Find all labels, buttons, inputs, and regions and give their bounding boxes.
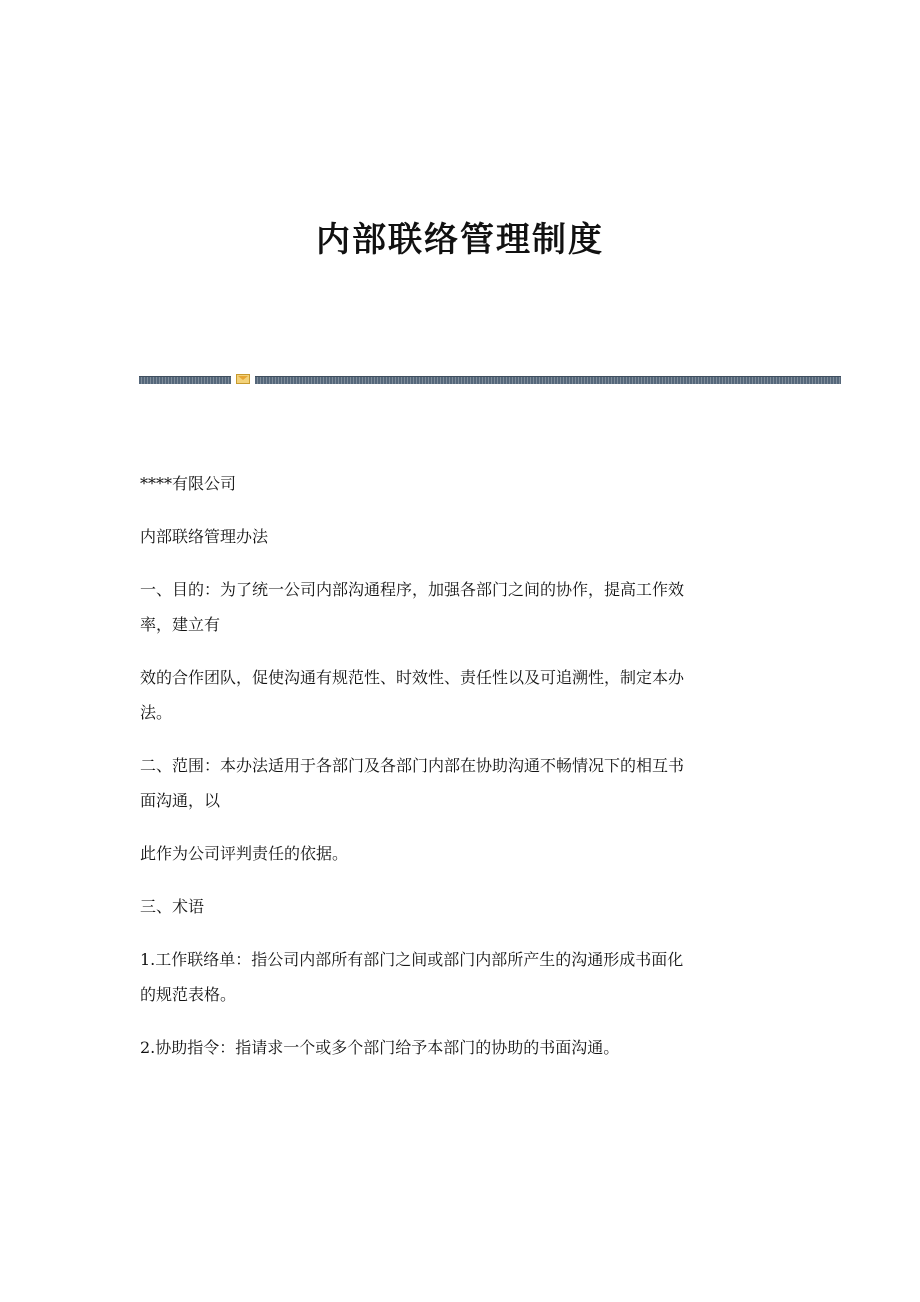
paragraph-purpose-cont (140, 660, 780, 730)
text-line: 此作为公司评判责任的依据。 (140, 844, 349, 863)
text-line: 面沟通，以 (140, 791, 221, 810)
envelope-icon (236, 374, 250, 384)
paragraph-scope (140, 748, 780, 818)
text-line: 三、术语 (140, 897, 205, 916)
paragraph-term-1 (140, 942, 780, 1012)
paragraph-subtitle (140, 519, 780, 554)
text-line: 率，建立有 (140, 615, 221, 634)
document-title: 内部联络管理制度 (316, 220, 604, 260)
paragraph-company (140, 466, 780, 501)
text-line: 效的合作团队，促使沟通有规范性、时效性、责任性以及可追溯性，制定本办 (140, 668, 685, 687)
paragraph-term-2 (140, 1030, 780, 1065)
text-line: 2.协助指令：指请求一个或多个部门给予本部门的协助的书面沟通。 (140, 1038, 620, 1057)
document-body (140, 466, 780, 1083)
paragraph-scope-cont (140, 836, 780, 871)
text-line: 的规范表格。 (140, 985, 237, 1004)
text-line: 法。 (140, 703, 173, 722)
text-line: ****有限公司 (140, 474, 237, 493)
divider-bar-right (255, 376, 841, 384)
text-line: 一、目的：为了统一公司内部沟通程序，加强各部门之间的协作，提高工作效 (140, 580, 685, 599)
divider-bar-left (139, 376, 231, 384)
text-line: 二、范围：本办法适用于各部门及各部门内部在协助沟通不畅情况下的相互书 (140, 756, 685, 775)
text-line: 内部联络管理办法 (140, 527, 269, 546)
title-divider (139, 374, 841, 384)
paragraph-terms-heading (140, 889, 780, 924)
paragraph-purpose (140, 572, 780, 642)
text-line: 1.工作联络单：指公司内部所有部门之间或部门内部所产生的沟通形成书面化 (140, 950, 684, 969)
